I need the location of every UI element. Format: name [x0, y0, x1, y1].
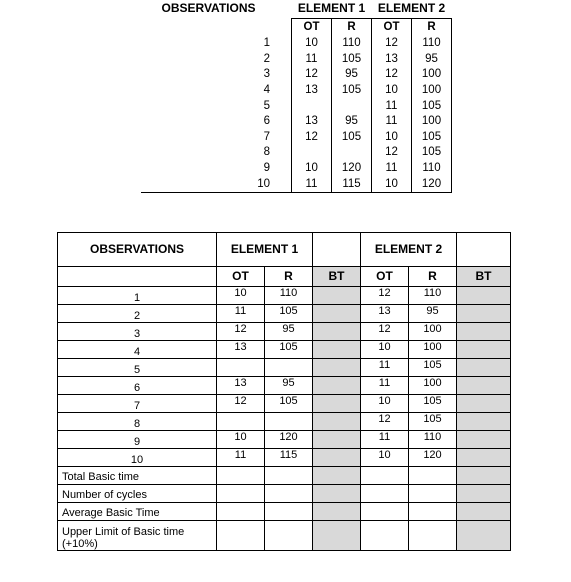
element2-r-cell: 120 [409, 449, 457, 467]
table-row [141, 114, 452, 130]
table-row [141, 52, 452, 68]
bottom-subheader-e1-bt: BT [313, 267, 361, 287]
bottom-subheader-e2-bt: BT [457, 267, 511, 287]
observation-number: 6 [58, 377, 217, 395]
observation-number: 2 [58, 305, 217, 323]
element1-r-cell: 95 [265, 377, 313, 395]
element1-r-cell: 120 [332, 161, 372, 177]
observation-number: 10 [141, 176, 276, 192]
top-table-body [141, 36, 452, 192]
top-subheader-e2-ot: OT [372, 19, 412, 37]
element1-ot-cell [292, 145, 332, 161]
element2-ot-cell: 12 [361, 287, 409, 305]
element2-r-cell: 120 [412, 176, 452, 192]
element2-ot-cell: 11 [372, 161, 412, 177]
element2-r-cell: 110 [409, 431, 457, 449]
summary-row-total [58, 467, 511, 485]
element1-ot-cell: 10 [292, 161, 332, 177]
observation-number: 7 [58, 395, 217, 413]
table-row [141, 176, 452, 192]
bottom-header-element2: ELEMENT 2 [361, 233, 457, 267]
observation-number: 3 [263, 68, 270, 81]
top-subheader-e2-r: R [412, 19, 452, 37]
bottom-subheader-row [58, 267, 511, 287]
element1-ot-cell: 13 [292, 83, 332, 99]
element2-ot-cell: 12 [372, 145, 412, 161]
element2-r-cell: 105 [412, 98, 452, 114]
element2-r-cell: 95 [409, 305, 457, 323]
bottom-subheader-e2-r: R [409, 267, 457, 287]
bottom-subheader-e2-ot: OT [361, 267, 409, 287]
element1-r-cell [265, 413, 313, 431]
element2-ot-cell: 10 [361, 341, 409, 359]
element1-bt-cell [313, 431, 361, 449]
element1-ot-cell: 10 [217, 287, 265, 305]
element1-bt-cell [313, 287, 361, 305]
element2-r-cell: 105 [412, 130, 452, 146]
element2-ot-cell: 11 [361, 431, 409, 449]
element2-bt-cell [457, 287, 511, 305]
element2-ot-cell: 10 [372, 176, 412, 192]
element2-ot-cell: 11 [361, 359, 409, 377]
element1-ot-cell: 12 [217, 395, 265, 413]
element2-r-cell: 95 [412, 52, 452, 68]
element2-bt-cell [457, 377, 511, 395]
element2-ot-cell: 11 [372, 114, 412, 130]
element1-ot-cell: 13 [292, 114, 332, 130]
element2-bt-cell [457, 431, 511, 449]
element1-ot-cell: 11 [217, 305, 265, 323]
element2-ot-cell: 11 [372, 98, 412, 114]
element2-r-cell: 100 [409, 341, 457, 359]
table-row [58, 413, 511, 431]
element2-r-cell: 100 [409, 323, 457, 341]
top-header-observations: OBSERVATIONS [161, 0, 256, 15]
element1-r-cell: 105 [332, 83, 372, 99]
element1-bt-cell [313, 377, 361, 395]
element1-r-cell: 95 [332, 67, 372, 83]
summary-row-average [58, 503, 511, 521]
element1-bt-cell [313, 305, 361, 323]
table-row [58, 377, 511, 395]
table-row [141, 98, 452, 114]
element1-r-cell: 105 [265, 341, 313, 359]
element1-r-cell: 95 [332, 114, 372, 130]
element1-r-cell [332, 98, 372, 114]
observation-number: 7 [263, 130, 270, 143]
element1-r-cell: 110 [332, 36, 372, 52]
element1-r-cell: 95 [265, 323, 313, 341]
observation-number: 2 [263, 52, 270, 65]
table-row [141, 67, 452, 83]
table-row [58, 449, 511, 467]
element2-ot-cell: 10 [372, 130, 412, 146]
element1-bt-cell [313, 395, 361, 413]
top-header-row [141, 0, 452, 19]
element1-ot-cell [217, 359, 265, 377]
top-header-element1: ELEMENT 1 [297, 0, 366, 15]
element2-r-cell: 100 [409, 377, 457, 395]
element2-ot-cell: 12 [361, 323, 409, 341]
element1-r-cell: 115 [332, 176, 372, 192]
element1-bt-cell [313, 359, 361, 377]
summary-row-upper-limit [58, 521, 511, 551]
element1-r-cell [265, 359, 313, 377]
element2-r-cell: 105 [409, 359, 457, 377]
observation-number: 1 [58, 287, 217, 305]
element2-r-cell: 110 [412, 36, 452, 52]
element1-ot-cell: 10 [217, 431, 265, 449]
table-row [58, 359, 511, 377]
element1-r-cell: 105 [332, 52, 372, 68]
observation-number: 9 [58, 431, 217, 449]
element1-r-cell: 105 [265, 305, 313, 323]
bottom-header-element1: ELEMENT 1 [217, 233, 313, 267]
element2-bt-cell [457, 323, 511, 341]
element2-bt-cell [457, 413, 511, 431]
observations-table-bottom [57, 232, 511, 551]
table-row [141, 36, 452, 52]
element1-bt-cell [313, 449, 361, 467]
summary-label-upper-limit: Upper Limit of Basic time (+10%) [58, 521, 217, 551]
observation-number: 1 [263, 37, 270, 50]
observation-number: 8 [58, 413, 217, 431]
top-subheader-e1-ot: OT [292, 19, 332, 37]
observation-number: 8 [263, 146, 270, 159]
element2-bt-cell [457, 305, 511, 323]
summary-label-total: Total Basic time [58, 467, 217, 485]
top-subheader-row [141, 19, 452, 37]
element2-bt-cell [457, 395, 511, 413]
element1-r-cell: 115 [265, 449, 313, 467]
top-subheader-e1-r: R [332, 19, 372, 37]
summary-label-average: Average Basic Time [58, 503, 217, 521]
table-row [141, 145, 452, 161]
element2-bt-cell [457, 359, 511, 377]
element2-ot-cell: 12 [372, 67, 412, 83]
table-row [58, 305, 511, 323]
observations-table-top [141, 0, 452, 193]
table-row [58, 395, 511, 413]
observation-number: 4 [58, 341, 217, 359]
element1-ot-cell: 11 [292, 176, 332, 192]
element1-ot-cell: 10 [292, 36, 332, 52]
summary-label-cycles: Number of cycles [58, 485, 217, 503]
observation-number: 9 [263, 162, 270, 175]
observation-number: 6 [263, 115, 270, 128]
element1-ot-cell: 12 [292, 130, 332, 146]
element2-r-cell: 105 [409, 413, 457, 431]
table-row [141, 161, 452, 177]
element2-r-cell: 110 [409, 287, 457, 305]
observation-number: 10 [58, 449, 217, 467]
element2-bt-cell [457, 449, 511, 467]
table-row [141, 83, 452, 99]
element2-ot-cell: 10 [361, 395, 409, 413]
element1-r-cell: 120 [265, 431, 313, 449]
element1-bt-cell [313, 413, 361, 431]
element1-ot-cell: 13 [217, 377, 265, 395]
element2-ot-cell: 11 [361, 377, 409, 395]
element1-ot-cell: 12 [292, 67, 332, 83]
element2-r-cell: 100 [412, 67, 452, 83]
bottom-header-observations: OBSERVATIONS [58, 233, 217, 267]
element2-ot-cell: 10 [361, 449, 409, 467]
observation-number: 3 [58, 323, 217, 341]
element1-bt-cell [313, 341, 361, 359]
element2-r-cell: 100 [412, 114, 452, 130]
table-row [58, 431, 511, 449]
element2-ot-cell: 10 [372, 83, 412, 99]
element1-ot-cell: 11 [292, 52, 332, 68]
element1-ot-cell [217, 413, 265, 431]
element2-r-cell: 105 [409, 395, 457, 413]
table-row [58, 323, 511, 341]
element1-ot-cell [292, 98, 332, 114]
table-row [58, 341, 511, 359]
element2-ot-cell: 12 [372, 36, 412, 52]
element2-ot-cell: 13 [372, 52, 412, 68]
element2-r-cell: 100 [412, 83, 452, 99]
table-row [141, 130, 452, 146]
observation-number: 4 [263, 84, 270, 97]
element2-bt-cell [457, 341, 511, 359]
element2-r-cell: 110 [412, 161, 452, 177]
observation-number: 5 [263, 99, 270, 112]
element1-ot-cell: 13 [217, 341, 265, 359]
summary-row-cycles [58, 485, 511, 503]
element1-r-cell: 105 [332, 130, 372, 146]
table-row [58, 287, 511, 305]
observation-number: 5 [58, 359, 217, 377]
top-header-element2: ELEMENT 2 [377, 0, 446, 15]
element1-ot-cell: 11 [217, 449, 265, 467]
bottom-table-body [58, 287, 511, 467]
element2-ot-cell: 12 [361, 413, 409, 431]
bottom-subheader-e1-r: R [265, 267, 313, 287]
bottom-header-row [58, 233, 511, 267]
element1-bt-cell [313, 323, 361, 341]
element1-ot-cell: 12 [217, 323, 265, 341]
element2-ot-cell: 13 [361, 305, 409, 323]
bottom-subheader-e1-ot: OT [217, 267, 265, 287]
element1-r-cell: 105 [265, 395, 313, 413]
element1-r-cell [332, 145, 372, 161]
element2-r-cell: 105 [412, 145, 452, 161]
element1-r-cell: 110 [265, 287, 313, 305]
